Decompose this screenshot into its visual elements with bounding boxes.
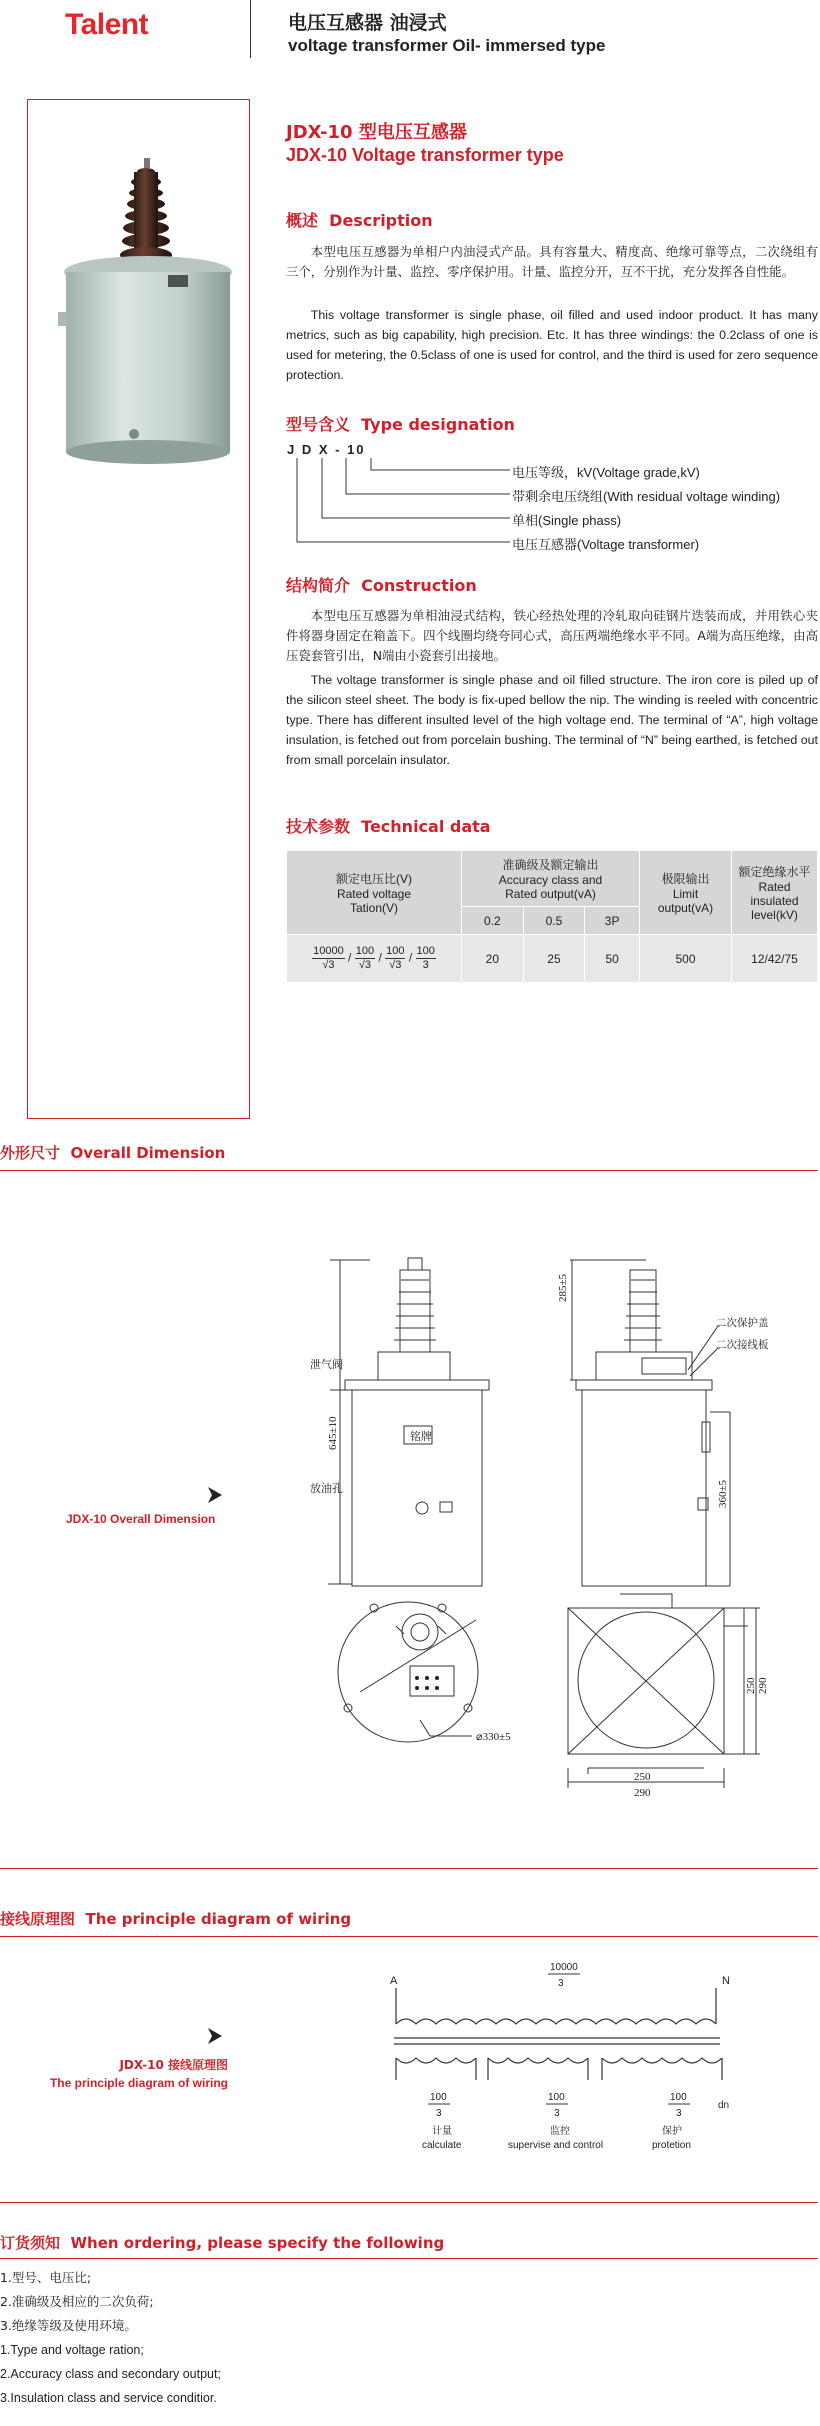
dimension-end-rule: [0, 1868, 818, 1869]
dimension-caption: JDX-10 Overall Dimension: [66, 1512, 216, 1526]
header-title-cn: 电压互感器 油浸式: [288, 12, 447, 34]
wiring-diagram: [380, 1950, 770, 2180]
sec2-num: 100: [548, 2092, 565, 2103]
ordering-item-6: 3.Insulation class and service conditior.: [0, 2391, 217, 2405]
product-title-en: JDX-10 Voltage transformer type: [286, 145, 564, 165]
label-vent: 泄气阀: [310, 1359, 343, 1371]
label-board: 二次接线板: [716, 1340, 769, 1351]
designation-heading-cn: 型号含义: [286, 415, 351, 434]
designation-item-2: 带剩余电压绕组(With residual voltage winding): [512, 489, 781, 504]
wiring-heading-en: The principle diagram of wiring: [85, 1910, 352, 1928]
technical-heading: [286, 814, 491, 837]
terminal-N: N: [722, 1975, 730, 1987]
designation-heading: [286, 412, 515, 435]
label-drain: 放油孔: [310, 1483, 343, 1495]
dim-v290: 290: [757, 1677, 769, 1694]
description-text-en: This voltage transformer is single phase, oil filled and used indoor product. It has many metrics, such as big capability, high precision. Etc. It has three windings: the 0.2class of one is used for metering, the 0.5class of one is used for control, and the third is used for zero sequence protection.: [286, 308, 818, 382]
dimension-rule: [0, 1170, 818, 1171]
class-3p: 3P: [585, 907, 640, 935]
dim-v250: 250: [745, 1677, 757, 1694]
ordering-rule: [0, 2258, 818, 2259]
insulation-value: 12/42/75: [732, 935, 818, 983]
terminal-A: A: [390, 1975, 398, 1987]
ordering-item-3: 3.绝缘等级及使用环境。: [0, 2318, 137, 2333]
label-calc-en: calculate: [422, 2140, 462, 2151]
dimension-heading-en: Overall Dimension: [70, 1144, 226, 1162]
wiring-heading-cn: 接线原理图: [0, 1910, 76, 1928]
class-02: 0.2: [462, 907, 524, 935]
dimension-drawing: [300, 1240, 769, 1820]
dim-285: 285±5: [557, 1273, 569, 1302]
wiring-heading: [0, 1908, 351, 1929]
dim-w250: 250: [634, 1771, 651, 1783]
ordering-item-1: 1.型号、电压比;: [0, 2270, 92, 2285]
construction-heading-cn: 结构简介: [286, 576, 351, 595]
brand-logo: Talent: [65, 8, 149, 41]
dimension-heading: [0, 1142, 225, 1163]
product-title-cn: JDX-10 型电压互感器: [286, 122, 467, 143]
ratio-cell: $\frac{10000}{√3}$ / $\frac{100}{√3}$ / $\frac{100}{√3}$ / $\frac{100}{3}$: [287, 935, 462, 983]
header-limit-output: 极限输出 Limit output(vA): [640, 851, 732, 935]
wiring-rule: [0, 1936, 818, 1937]
wiring-caption-en: The principle diagram of wiring: [49, 2076, 228, 2090]
ordering-heading-cn: 订货须知: [0, 2234, 61, 2252]
output-02: 20: [462, 935, 524, 983]
designation-item-4: 电压互感器(Voltage transformer): [512, 537, 700, 552]
label-calc-cn: 计量: [432, 2126, 452, 2137]
label-sup-cn: 监控: [550, 2126, 570, 2137]
arrow-marker-icon: [208, 1487, 222, 1503]
dimension-heading-cn: 外形尺寸: [0, 1144, 61, 1162]
dim-360: 360±5: [717, 1479, 729, 1508]
label-cover: 二次保护盖: [716, 1318, 769, 1329]
label-dn: dn: [718, 2100, 730, 2111]
header-divider: [250, 0, 251, 58]
product-photo-frame: [27, 99, 250, 1119]
ordering-heading: [0, 2232, 444, 2253]
designation-leader-lines: [286, 456, 516, 548]
sec2-den: 3: [554, 2108, 560, 2119]
sec1-num: 100: [430, 2092, 447, 2103]
description-heading-en: Description: [329, 211, 433, 230]
dim-w290: 290: [634, 1787, 651, 1799]
output-05: 25: [523, 935, 585, 983]
ratio-frac-4: $\frac{100}{3}$: [416, 945, 435, 971]
limit-output-value: 500: [640, 935, 732, 983]
description-heading-cn: 概述: [286, 211, 319, 230]
designation-code: J D X - 10: [287, 442, 366, 457]
label-sup-en: supervise and control: [508, 2140, 604, 2151]
description-text-cn: 本型电压互感器为单相户内油浸式产品。具有容量大、精度高、绝缘可靠等点，二次绕组有三个，分别作为计量、监控、零序保护用。计量、监控分开，互不干扰，充分发挥各自性能。: [286, 244, 818, 279]
sec3-den: 3: [676, 2108, 682, 2119]
wiring-caption-cn: JDX-10 接线原理图: [119, 2058, 228, 2072]
output-3p: 50: [585, 935, 640, 983]
label-pro-en: protetion: [652, 2140, 691, 2151]
designation-item-3: 单相(Single phass): [512, 513, 622, 528]
header-insulation: 额定绝缘水平 Rated insulated level(kV): [732, 851, 818, 935]
designation-item-1: 电压等级，kV(Voltage grade,kV): [512, 465, 700, 480]
primary-ratio-den: 3: [558, 1978, 564, 1989]
header-rated-ratio: 额定电压比(V) Rated voltage Tation(V): [287, 851, 462, 935]
sec3-num: 100: [670, 2092, 687, 2103]
class-05: 0.5: [523, 907, 585, 935]
product-photo: [28, 100, 249, 480]
sec1-den: 3: [436, 2108, 442, 2119]
construction-text-en: The voltage transformer is single phase and oil filled structure. The iron core is piled up of the silicon steel sheet. The body is fix-uped bellow the nip. The winding is reeled with concentric type. There has different insulted level of the high voltage end. The terminal of “A”, high voltage insulation, is fetched out from porcelain bushing. The terminal of “N” being earthed, is fetched out from small porcelain insulator.: [286, 673, 818, 767]
arrow-marker-icon: [208, 2028, 222, 2044]
construction-text-cn: 本型电压互感器为单相油浸式结构，铁心经热处理的冷轧取向硅钢片迭装而成，并用铁心夹件将器身固定在箱盖下。四个线圈均绕夸同心式，高压两端绝缘水平不同。A端为高压绝缘，由高压瓷套管引出，N端由小瓷套引出接地。: [286, 608, 818, 663]
dim-645: 645±10: [327, 1416, 339, 1450]
label-nameplate: 铭牌: [410, 1431, 432, 1443]
description-heading: [286, 208, 433, 231]
dim-330: ⌀330±5: [476, 1731, 511, 1743]
primary-ratio-num: 10000: [550, 1962, 578, 1973]
ratio-frac-1: $\frac{10000}{√3}$: [313, 945, 344, 971]
ratio-frac-3: $\frac{100}{√3}$: [386, 945, 405, 971]
label-pro-cn: 保护: [662, 2126, 682, 2137]
ordering-heading-en: When ordering, please specify the following: [70, 2234, 445, 2252]
ordering-item-4: 1.Type and voltage ration;: [0, 2343, 144, 2357]
technical-table: [286, 850, 818, 983]
header-accuracy: 准确级及额定输出 Accuracy class and Rated output(vA): [462, 851, 640, 907]
technical-heading-cn: 技术参数: [286, 817, 351, 836]
designation-heading-en: Type designation: [361, 415, 515, 434]
wiring-end-rule: [0, 2202, 818, 2203]
technical-heading-en: Technical data: [361, 817, 491, 836]
ratio-frac-2: $\frac{100}{√3}$: [355, 945, 375, 971]
construction-heading: [286, 573, 477, 596]
ordering-item-5: 2.Accuracy class and secondary output;: [0, 2367, 221, 2381]
header-title-en: voltage transformer Oil- immersed type: [288, 36, 606, 55]
construction-heading-en: Construction: [361, 576, 477, 595]
ordering-item-2: 2.准确级及相应的二次负荷;: [0, 2294, 154, 2309]
